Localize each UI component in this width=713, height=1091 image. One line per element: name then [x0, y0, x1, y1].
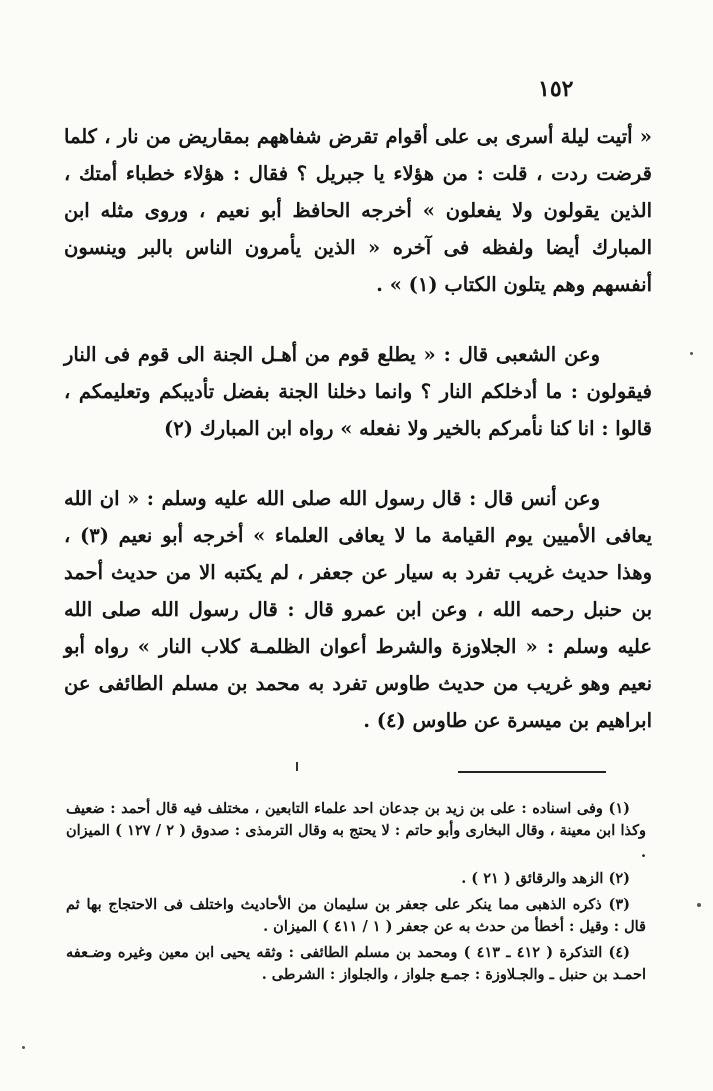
footnote-separator [458, 771, 606, 773]
footnote-1 [66, 798, 646, 864]
paragraph-3 [64, 480, 652, 739]
paragraph-3-text: وعن أنس قال : قال رسول الله صلى الله عليه وسلم : « ان الله يعافى الأميين يوم القيامة ما لا يعافى العلماء » أخرجه أبو نعيم (٣) ، وهذا حديث غريب تفرد به سيار عن جعفر ، لم يكتبه الا من حديث أحمد بن حنبل رحمه الله ، وعن ابن عمرو قال : قال رسول الله صلى الله عليه وسلم : « الجلاوزة والشرط أعوان الظلمـة كلاب النار » رواه أبو نعيم وهو غريب من حديث طاوس تفرد به محمد بن مسلم الطائفى عن ابراهيم بن ميسرة عن طاوس (٤) . [64, 487, 652, 732]
scan-speck [22, 1046, 25, 1049]
paragraph-1 [64, 118, 652, 303]
page-number: ١٥٢ [538, 76, 574, 102]
footnote-4-text: (٤) التذكرة ( ٤١٢ ـ ٤١٣ ) ومحمد بن مسلم الطائفى : وثقه يحيى ابن معين وغيره وضـعفه احمـد بن حنبل ـ والجـلاوزة : جمـع جلواز ، والجلواز : الشرطى . [66, 944, 646, 983]
footnote-3-text: (٣) ذكره الذهبى مما ينكر على جعفر بن سليمان من الأحاديث واختلف فى الاحتجاج بها ثم قال : وقيل : أخطأ من حدث به عن جعفر ( ١ / ٤١١ ) الميزان . [66, 896, 646, 935]
print-mark [296, 762, 298, 771]
paragraph-2-text: وعن الشعبى قال : « يطلع قوم من أهـل الجنة الى قوم فى النار فيقولون : ما أدخلكم النار ؟ وانما دخلنا الجنة بفضل تأديبكم وتعليمكم ، قالوا : انا كنا نأمركم بالخير ولا نفعله » رواه ابن المبارك (٢) [64, 343, 652, 440]
footnote-2-text: (٢) الزهد والرقائق ( ٢١ ) . [461, 870, 630, 887]
scan-speck [690, 352, 693, 355]
main-text [64, 118, 652, 739]
footnote-3 [66, 894, 646, 938]
paragraph-1-text: « أتيت ليلة أسرى بى على أقوام تقرض شفاههم بمقاريض من نار ، كلما قرضت ردت ، قلت : من هؤلاء يا جبريل ؟ فقال : هؤلاء خطباء أمتك ، الذين يقولون ولا يفعلون » أخرجه الحافظ أبو نعيم ، وروى مثله ابن المبارك أيضا ولفظه فى آخره « الذين يأمرون الناس بالبر وينسون أنفسهم وهم يتلون الكتاب (١) » . [64, 125, 652, 296]
footnote-1-text: (١) وفى اسناده : على بن زيد بن جدعان احد علماء التابعين ، مختلف فيه قال أحمد : ضعيف وكذا ابن معينة ، وقال البخارى وأبو حاتم : لا يحتج به وقال الترمذى : صدوق ( ٢ / ١٢٧ ) الميزان . [66, 800, 646, 861]
footnote-2 [66, 868, 646, 890]
footnote-4 [66, 942, 646, 986]
paragraph-2 [64, 336, 652, 447]
scan-speck [697, 903, 701, 907]
footnotes [66, 798, 646, 986]
